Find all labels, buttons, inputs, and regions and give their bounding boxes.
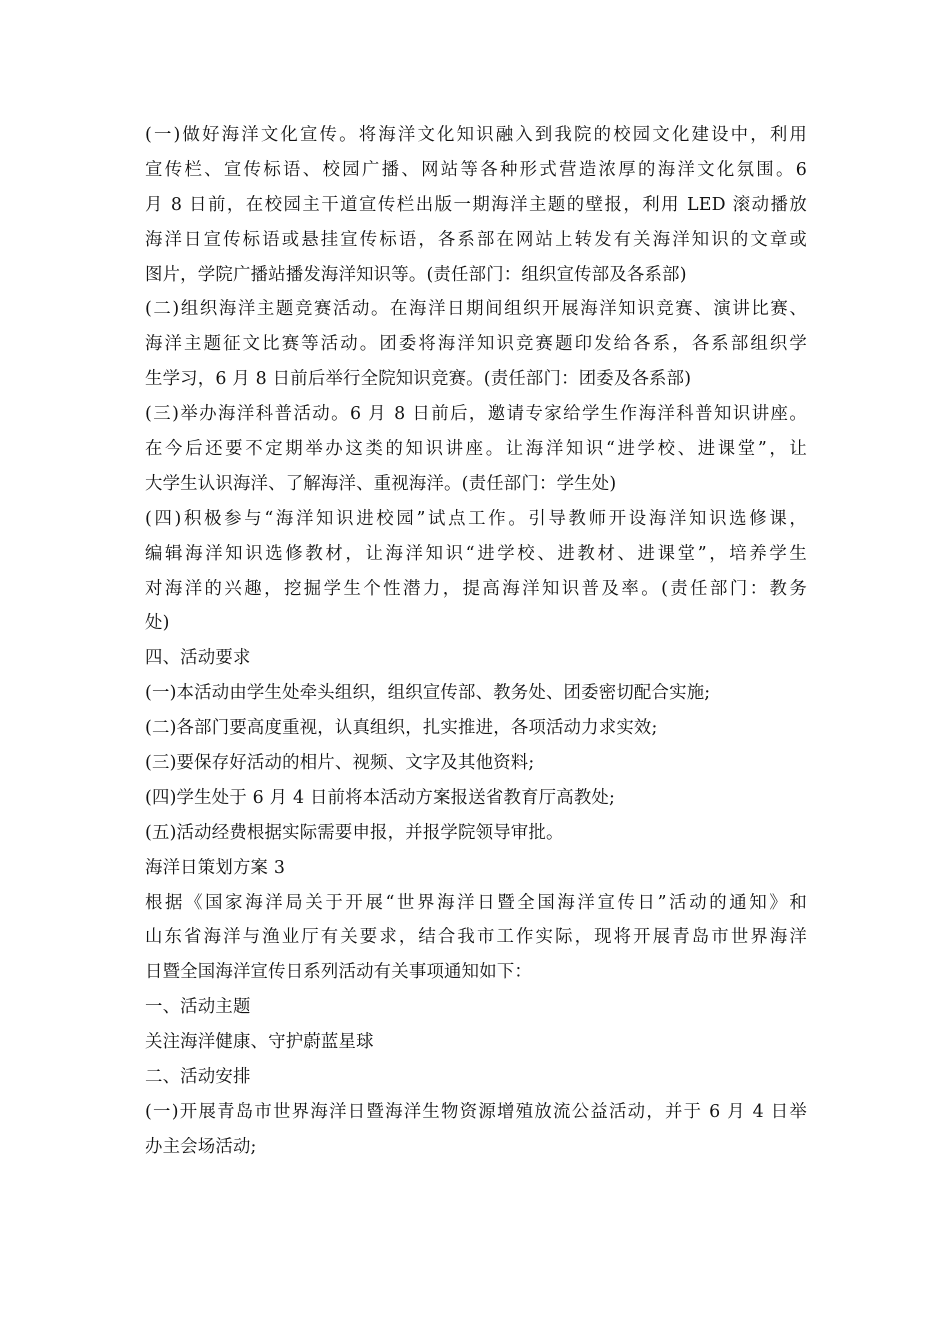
text-line: 对海洋的兴趣，挖掘学生个性潜力，提高海洋知识普及率。(责任部门：教务 [145, 578, 807, 599]
text-line: (四)积极参与“海洋知识进校园”试点工作。引导教师开设海洋知识选修课， [145, 508, 807, 529]
text-line: (一)本活动由学生处牵头组织，组织宣传部、教务处、团委密切配合实施; [145, 683, 711, 704]
text-line: 山东省海洋与渔业厅有关要求，结合我市工作实际，现将开展青岛市世界海洋 [145, 927, 807, 948]
text-line: 二、活动安排 [145, 1067, 251, 1088]
text-line: 一、活动主题 [145, 997, 251, 1018]
text-line: (三)举办海洋科普活动。6 月 8 日前后，邀请专家给学生作海洋科普知识讲座。 [145, 404, 807, 425]
text-line: 四、活动要求 [145, 648, 251, 669]
text-line: 宣传栏、宣传标语、校园广播、网站等各种形式营造浓厚的海洋文化氛围。6 [145, 159, 807, 180]
text-line: 处) [145, 613, 170, 634]
text-line: (三)要保存好活动的相片、视频、文字及其他资料; [145, 753, 535, 774]
text-line: 海洋日策划方案 3 [145, 857, 286, 878]
document-page [145, 118, 807, 1165]
text-line: (二)组织海洋主题竞赛活动。在海洋日期间组织开展海洋知识竞赛、演讲比赛、 [145, 299, 807, 320]
text-line: 办主会场活动; [145, 1136, 257, 1157]
text-line: (一)开展青岛市世界海洋日暨海洋生物资源增殖放流公益活动，并于 6 月 4 日举 [145, 1101, 807, 1122]
text-line: (一)做好海洋文化宣传。将海洋文化知识融入到我院的校园文化建设中，利用 [145, 125, 807, 145]
text-line: (四)学生处于 6 月 4 日前将本活动方案报送省教育厅高教处; [145, 787, 616, 808]
text-line: 根据《国家海洋局关于开展“世界海洋日暨全国海洋宣传日”活动的通知》和 [145, 892, 807, 913]
text-line: 生学习，6 月 8 日前后举行全院知识竞赛。(责任部门：团委及各系部) [145, 369, 692, 390]
text-line: 海洋日宣传标语或悬挂宣传标语，各系部在网站上转发有关海洋知识的文章或 [145, 229, 807, 250]
text-line: (二)各部门要高度重视，认真组织，扎实推进，各项活动力求实效; [145, 718, 658, 739]
text-line: 大学生认识海洋、了解海洋、重视海洋。(责任部门：学生处) [145, 473, 617, 494]
text-line: 在今后还要不定期举办这类的知识讲座。让海洋知识“进学校、进课堂”，让 [145, 439, 807, 460]
text-line: (五)活动经费根据实际需要申报，并报学院领导审批。 [145, 822, 564, 843]
text-line: 编辑海洋知识选修教材，让海洋知识“进学校、进教材、进课堂”，培养学生 [145, 543, 807, 564]
text-line: 海洋主题征文比赛等活动。团委将海洋知识竞赛题印发给各系，各系部组织学 [145, 334, 807, 355]
text-line: 日暨全国海洋宣传日系列活动有关事项通知如下： [145, 962, 532, 983]
text-line: 图片，学院广播站播发海洋知识等。(责任部门：组织宣传部及各系部) [145, 264, 687, 285]
text-line: 关注海洋健康、守护蔚蓝星球 [145, 1032, 374, 1053]
text-line: 月 8 日前，在校园主干道宣传栏出版一期海洋主题的壁报，利用 LED 滚动播放 [145, 194, 807, 215]
